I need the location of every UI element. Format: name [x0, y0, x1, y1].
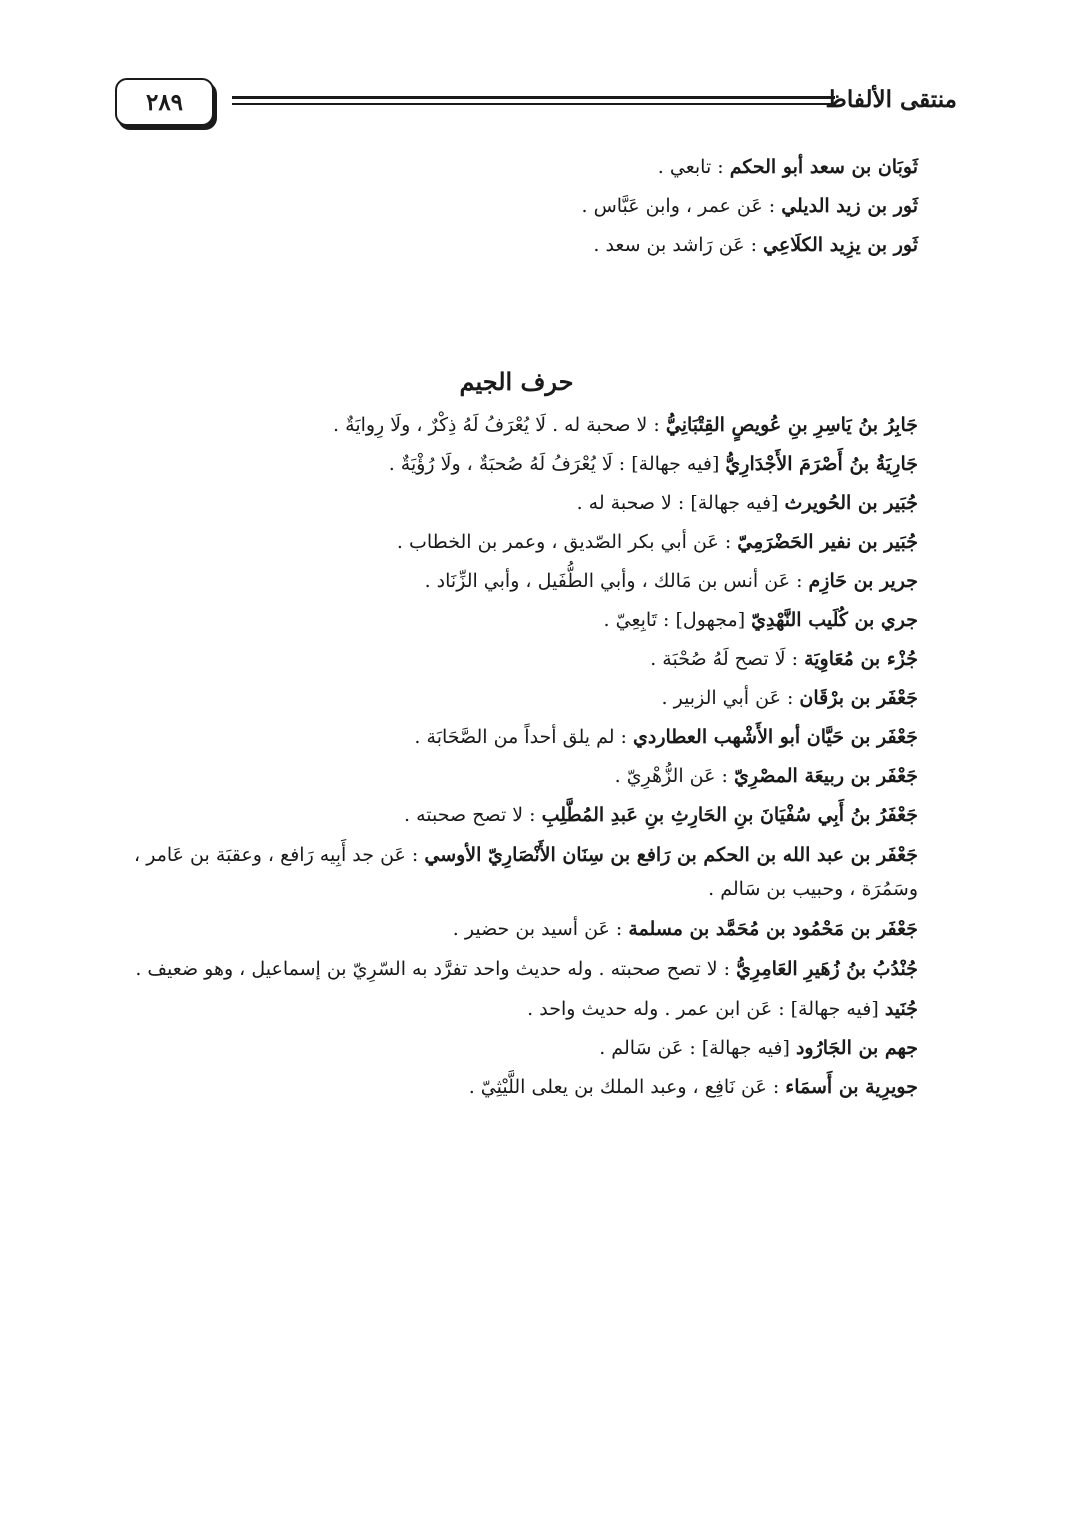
entry — [115, 640, 918, 679]
entry-name: جرير بن حَازِم — [808, 570, 918, 592]
entry-text: : تابعي . — [657, 156, 730, 178]
entry — [115, 187, 918, 226]
entry-text: : عَن جد أَبِيه رَافع ، وعقبَة بن عَامر ، وسَمُرَة ، وحبيب بن سَالم . — [134, 844, 918, 900]
entry — [115, 990, 918, 1029]
page-body — [115, 148, 918, 1107]
entry — [115, 679, 918, 718]
entry — [115, 445, 918, 484]
entry-name: جويرِية بن أَسمَاء — [785, 1076, 918, 1098]
entry-name: جُبَير بن الحُويرث — [784, 492, 918, 514]
entry-name: جَعْفَرُ بنُ أَبِي سُفْيَانَ بنِ الحَارِثِ بنِ عَبدِ المُطَّلِبِ — [541, 804, 918, 826]
entry — [115, 952, 918, 986]
page-number: ٢٨٩ — [115, 78, 214, 126]
entry — [115, 910, 918, 949]
header-rule-thick — [232, 96, 835, 99]
entry-name: جري بن كُلَيب النَّهْدِيّ — [751, 609, 918, 631]
entry-text: : لَا تصح لَهُ صُحْبَة . — [650, 648, 805, 670]
entry-text: : عَن رَاشد بن سعد . — [593, 234, 764, 256]
running-title: منتقى الألفاظ — [825, 86, 957, 113]
entry — [115, 406, 918, 445]
top-entries — [115, 148, 918, 265]
entry — [115, 601, 918, 640]
entry-name: جَعْفَر بن مَحْمُود بن مُحَمَّد بن مسلمة — [628, 918, 918, 940]
entry-text: [مجهول] : تَابِعِيّ . — [603, 609, 752, 631]
entry-text: : عَن عمر ، وابن عَبَّاس . — [581, 195, 782, 217]
entries-list — [115, 406, 918, 1107]
entry-name: جُزْء بن مُعَاوِيَة — [804, 648, 918, 670]
entry — [115, 148, 918, 187]
entry — [115, 718, 918, 757]
entry-name: جُبَير بن نفير الحَضْرَمِيّ — [737, 531, 918, 553]
entry-name: ثَور بن زيد الديلي — [781, 195, 918, 217]
entry — [115, 523, 918, 562]
entry-name: جَعْفَر بن ربيعَة المصْرِيّ — [733, 765, 918, 787]
entry — [115, 484, 918, 523]
entry-text: [فيه جهالة] : عَن ابن عمر . وله حديث واحد . — [527, 998, 885, 1020]
entry — [115, 562, 918, 601]
entry-name: جَابِرُ بنُ يَاسِرِ بنِ عُويصٍ القِتْبَانِيُّ — [665, 414, 918, 436]
entry-text: : عَن أبي الزبير . — [661, 687, 800, 709]
entry-text: : لا تصح صحبته . — [404, 804, 542, 826]
section-spacer — [115, 265, 918, 360]
entry-name: جُنْدُبُ بنُ زُهَيرِ العَامِرِيُّ — [736, 958, 918, 980]
header-rule-thin — [232, 103, 835, 105]
entry-text: : عَن أنس بن مَالك ، وأبي الطُّفَيل ، وأبي الزِّنَاد . — [424, 570, 809, 592]
entry-text: : عَن الزُّهْرِيّ . — [614, 765, 734, 787]
entry — [115, 1068, 918, 1107]
entry-name: جَعْفَر بن حَيَّان أبو الأَشْهب العطاردي — [633, 726, 918, 748]
entry-name: ثَور بن يزِيد الكلَاعِي — [763, 234, 918, 256]
entry-text: : لا تصح صحبته . وله حديث واحد تفرَّد به السّرِيّ بن إسماعيل ، وهو ضعيف . — [135, 958, 737, 980]
entry-name: جَارِيَةُ بنُ أَصْرَمَ الأَجْدَارِيُّ — [725, 453, 918, 475]
entry — [115, 757, 918, 796]
entry — [115, 226, 918, 265]
entry-name: جَعْفَر بن برْقَان — [799, 687, 918, 709]
entry-text: [فيه جهالة] : لا صحبة له . — [576, 492, 785, 514]
entry-text: : عَن أسيد بن حضير . — [452, 918, 629, 940]
page-header — [0, 70, 1075, 140]
entry-text: : لم يلق أحداً من الصَّحَابَة . — [414, 726, 633, 748]
entry-name: ثَوبَان بن سعد أبو الحكم — [729, 156, 918, 178]
entry — [115, 796, 918, 835]
entry-name: جهم بن الجَارُود — [795, 1037, 918, 1059]
entry-name: جَعْفَر بن عبد الله بن الحكم بن رَافع بن سِنَان الأَنْصَارِيّ الأوسي — [424, 844, 918, 866]
entry-text: [فيه جهالة] : لَا يُعْرَفُ لَهُ صُحبَةٌ ، ولَا رُؤْيَةٌ . — [388, 453, 726, 475]
entry-text: [فيه جهالة] : عَن سَالم . — [599, 1037, 796, 1059]
section-heading: حرف الجيم — [459, 367, 574, 396]
entry — [115, 838, 918, 906]
entry-text: : عَن نَافِع ، وعبد الملك بن يعلى اللَّيْثِيّ . — [468, 1076, 786, 1098]
entry-text: : عَن أبي بكر الصّديق ، وعمر بن الخطاب . — [396, 531, 738, 553]
entry-text: : لا صحبة له . لَا يُعْرَفُ لَهُ ذِكْرٌ ، ولَا رِوايَةٌ . — [333, 414, 666, 436]
entry — [115, 1029, 918, 1068]
header-rule — [232, 96, 835, 108]
entry-name: جُنَيد — [884, 998, 918, 1020]
